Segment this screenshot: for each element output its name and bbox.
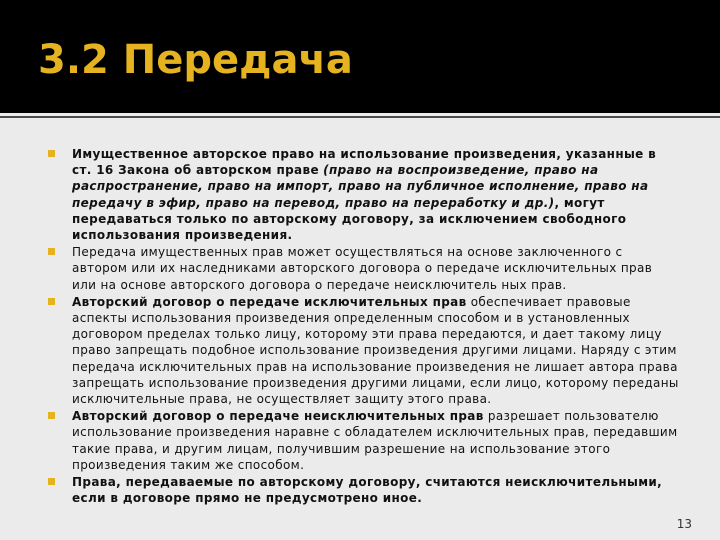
title-bar xyxy=(0,0,720,113)
square-bullet-icon xyxy=(48,150,55,157)
bullet-item xyxy=(48,474,680,506)
square-bullet-icon xyxy=(48,298,55,305)
bullet-bold-text: Авторский договор о передаче исключительных прав xyxy=(72,294,467,309)
square-bullet-icon xyxy=(48,412,55,419)
bullet-item xyxy=(48,294,680,407)
bullet-bold-text: Имущественное авторское право на использование произведения, указанные в ст. 16 Закона об авторском праве xyxy=(72,147,657,178)
bullet-bold-text: Авторский договор о передаче неисключительных прав xyxy=(72,409,484,424)
square-bullet-icon xyxy=(48,248,55,255)
bullet-item xyxy=(48,146,680,243)
slide-title: 3.2 Передача xyxy=(38,37,353,83)
bullet-italic-text: (право на воспроизведение, право на распространение, право на импорт, право на публичное исполнение, право на передачу в эфир, право на перевод, право на переработку и др.) xyxy=(72,163,649,210)
bullet-item xyxy=(48,408,680,473)
square-bullet-icon xyxy=(48,478,55,485)
bullet-list xyxy=(48,146,680,507)
bullet-bold-text: Права, передаваемые по авторскому договору, считаются неисключительными, если в договоре прямо не предусмотрено иное. xyxy=(72,475,663,506)
bullet-text: обеспечивает правовые аспекты использования произведения определенным способом и в установленных договором пределах только лицу, которому эти права передаются, и дает такому лицу право запрещать подобное использование произведения другими лицами. Наряду с этим передача исключительных прав на использование произведения не лишает автора права запрещать использование произведения другими лицами, если лицо, которому переданы исключительные права, не осуществляет защиту этого права. xyxy=(72,294,679,407)
bullet-text: Передача имущественных прав может осуществляться на основе заключенного с автором или их наследниками авторского договора о передаче исключительных прав или на основе авторского договора о передаче неисключитель ных прав. xyxy=(72,245,653,292)
title-divider xyxy=(0,116,720,118)
page-number: 13 xyxy=(676,517,692,531)
bullet-text: разрешает пользователю использование произведения наравне с обладателем исключительных прав, передавшим такие права, и другим лицам, получившим разрешение на использование этого произведения таким же способом. xyxy=(72,409,678,472)
bullet-bold-text: , могут передаваться только по авторскому договору, за исключением свободного использования произведения. xyxy=(72,195,627,243)
bullet-item xyxy=(48,244,680,293)
